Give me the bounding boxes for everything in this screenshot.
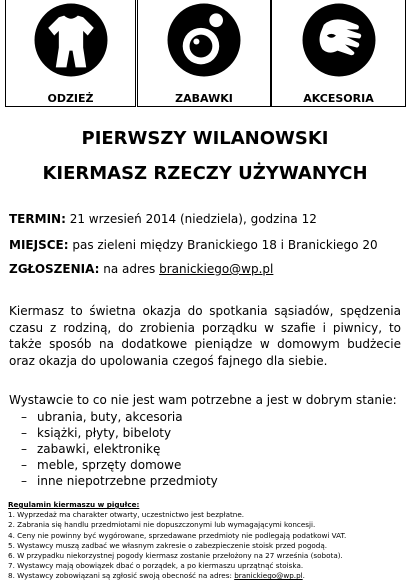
event-place-label: MIEJSCE: bbox=[9, 238, 69, 252]
rule-item: 1. Wyprzedaż ma charakter otwarty, uczestnictwo jest bezpłatne. bbox=[8, 510, 245, 520]
category-clothing bbox=[5, 0, 136, 107]
clothing-icon bbox=[33, 2, 109, 78]
event-place-value: pas zieleni między Branickiego 18 i Branickiego 20 bbox=[72, 238, 378, 252]
registration-label: ZGŁOSZENIA: bbox=[9, 262, 100, 276]
rule-item-last bbox=[8, 571, 346, 581]
registration-email-link[interactable]: branickiego@wp.pl bbox=[159, 262, 274, 276]
page-title-line1: PIERWSZY WILANOWSKI bbox=[81, 128, 329, 149]
rule-item: 5. Wystawcy muszą zadbać we własnym zakresie o zabezpieczenie stoisk przed pogodą. bbox=[8, 540, 328, 550]
event-date-label: TERMIN: bbox=[9, 212, 66, 226]
list-item: – zabawki, elektronikę bbox=[21, 441, 218, 457]
event-place bbox=[9, 238, 378, 252]
category-label-toys: ZABAWKI bbox=[175, 92, 233, 105]
invite-text: Wystawcie to co nie jest wam potrzebne a jest w dobrym stanie: bbox=[9, 393, 397, 407]
category-accessories bbox=[271, 0, 406, 107]
rules-section bbox=[8, 500, 346, 582]
category-label-clothing: ODZIEŻ bbox=[47, 92, 94, 105]
event-date-value: 21 wrzesień 2014 (niedziela), godzina 12 bbox=[69, 212, 317, 226]
event-registration bbox=[9, 262, 273, 276]
accessories-icon bbox=[301, 2, 377, 78]
registration-text: na adres bbox=[103, 262, 156, 276]
rule-item: 6. W przypadku niekorzystnej pogody kiermasz zostanie przełożony na 27 września (sobota). bbox=[8, 551, 343, 561]
list-item: – książki, płyty, bibeloty bbox=[21, 425, 218, 441]
page-title-line2: KIERMASZ RZECZY UŻYWANYCH bbox=[42, 163, 368, 184]
rule-item: 4. Ceny nie powinny być wygórowane, sprzedawane przedmioty nie podlegają podatkowi VAT. bbox=[8, 530, 347, 540]
rules-heading: Regulamin kiermaszu w pigułce: bbox=[8, 500, 140, 509]
rule-item: 2. Zabrania się handlu przedmiotami nie dopuszczonymi lub wymagającymi koncesji. bbox=[8, 520, 316, 530]
list-item: – meble, sprzęty domowe bbox=[21, 457, 218, 473]
rules-email-link[interactable]: branickiego@wp.pl bbox=[234, 571, 303, 581]
category-header bbox=[0, 0, 410, 110]
item-list bbox=[21, 409, 218, 489]
list-item: – inne niepotrzebne przedmioty bbox=[21, 473, 218, 489]
rule-item: 7. Wystawcy mają obowiązek dbać o porządek, a po kiermaszu uprzątnąć stoiska. bbox=[8, 561, 304, 571]
category-label-accessories: AKCESORIA bbox=[303, 92, 374, 105]
toy-icon bbox=[166, 2, 242, 78]
category-toys bbox=[137, 0, 271, 107]
list-item: – ubrania, buty, akcesoria bbox=[21, 409, 218, 425]
event-date bbox=[9, 212, 317, 226]
rule-end: . bbox=[302, 571, 305, 581]
event-description: Kiermasz to świetna okazja do spotkania sąsiadów, spędzenia czasu z rodziną, do zrobienia porządku w szafie i piwnicy, to także sposób na dodatkowe pieniądze w domowym budżecie oraz okazja do upolowania czegoś fajnego dla siebie. bbox=[9, 304, 401, 368]
rule-text: 8. Wystawcy zobowiązani są zgłosić swoją obecność na adres: bbox=[8, 571, 232, 581]
